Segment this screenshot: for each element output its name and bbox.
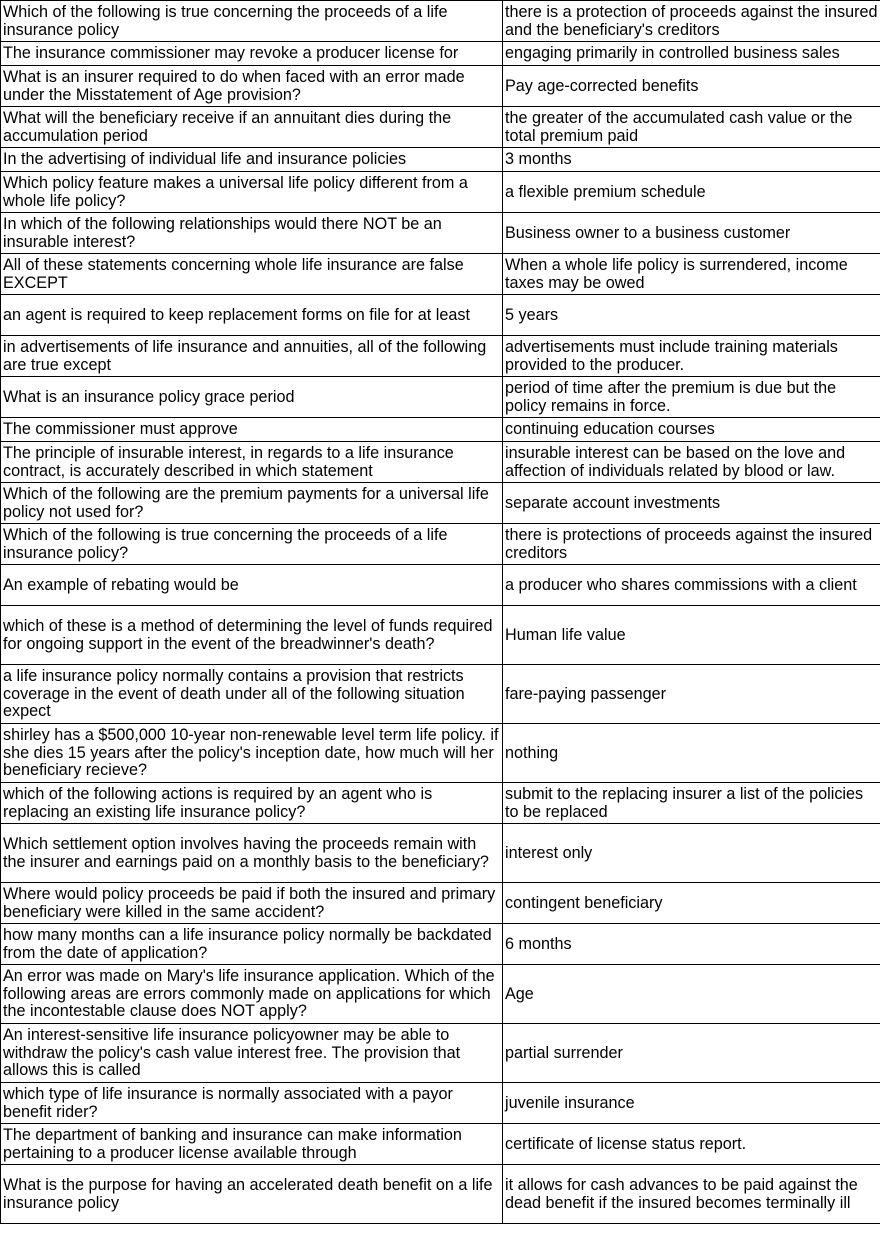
table-row [1, 42, 880, 66]
answer-cell: it allows for cash advances to be paid against the dead benefit if the insured becomes terminally ill [503, 1165, 880, 1224]
question-cell: how many months can a life insurance policy normally be backdated from the date of application? [1, 924, 503, 965]
table-row [1, 172, 880, 213]
question-cell: Which policy feature makes a universal life policy different from a whole life policy? [1, 172, 503, 213]
answer-cell: engaging primarily in controlled business sales [503, 42, 880, 66]
question-cell: Which of the following is true concerning the proceeds of a life insurance policy? [1, 524, 503, 565]
table-row [1, 1083, 880, 1124]
table-row [1, 1124, 880, 1165]
question-cell: The commissioner must approve [1, 418, 503, 442]
table-row [1, 724, 880, 783]
question-cell: The insurance commissioner may revoke a producer license for [1, 42, 503, 66]
answer-cell: When a whole life policy is surrendered, income taxes may be owed [503, 254, 880, 295]
answer-cell: advertisements must include training materials provided to the producer. [503, 336, 880, 377]
table-row [1, 824, 880, 883]
table-row [1, 442, 880, 483]
flashcard-table-body [1, 1, 880, 1224]
answer-cell: period of time after the premium is due but the policy remains in force. [503, 377, 880, 418]
answer-cell: nothing [503, 724, 880, 783]
answer-cell: Human life value [503, 606, 880, 665]
question-cell: a life insurance policy normally contains a provision that restricts coverage in the event of death under all of the following situation expect [1, 665, 503, 724]
answer-cell: 5 years [503, 295, 880, 336]
table-row [1, 377, 880, 418]
question-cell: What will the beneficiary receive if an annuitant dies during the accumulation period [1, 107, 503, 148]
table-row [1, 606, 880, 665]
question-cell: an agent is required to keep replacement forms on file for at least [1, 295, 503, 336]
question-cell: Where would policy proceeds be paid if both the insured and primary beneficiary were killed in the same accident? [1, 883, 503, 924]
question-cell: What is the purpose for having an accelerated death benefit on a life insurance policy [1, 1165, 503, 1224]
table-row [1, 336, 880, 377]
question-cell: The principle of insurable interest, in regards to a life insurance contract, is accurately described in which statement [1, 442, 503, 483]
table-row [1, 295, 880, 336]
answer-cell: juvenile insurance [503, 1083, 880, 1124]
question-cell: in advertisements of life insurance and annuities, all of the following are true except [1, 336, 503, 377]
answer-cell: there is a protection of proceeds against the insured and the beneficiary's creditors [503, 1, 880, 42]
table-row [1, 883, 880, 924]
question-cell: The department of banking and insurance can make information pertaining to a producer license available through [1, 1124, 503, 1165]
question-cell: What is an insurer required to do when faced with an error made under the Misstatement of Age provision? [1, 66, 503, 107]
question-cell: All of these statements concerning whole life insurance are false EXCEPT [1, 254, 503, 295]
answer-cell: 3 months [503, 148, 880, 172]
question-cell: which of the following actions is required by an agent who is replacing an existing life insurance policy? [1, 783, 503, 824]
question-cell: In which of the following relationships would there NOT be an insurable interest? [1, 213, 503, 254]
answer-cell: fare-paying passenger [503, 665, 880, 724]
table-row [1, 418, 880, 442]
table-row [1, 1024, 880, 1083]
answer-cell: Age [503, 965, 880, 1024]
question-cell: An error was made on Mary's life insurance application. Which of the following areas are errors commonly made on applications for which the incontestable clause does NOT apply? [1, 965, 503, 1024]
table-row [1, 665, 880, 724]
answer-cell: interest only [503, 824, 880, 883]
question-cell: Which of the following are the premium payments for a universal life policy not used for? [1, 483, 503, 524]
table-row [1, 148, 880, 172]
table-row [1, 483, 880, 524]
answer-cell: certificate of license status report. [503, 1124, 880, 1165]
question-cell: An interest-sensitive life insurance policyowner may be able to withdraw the policy's cash value interest free. The provision that allows this is called [1, 1024, 503, 1083]
question-cell: What is an insurance policy grace period [1, 377, 503, 418]
question-cell: which of these is a method of determining the level of funds required for ongoing support in the event of the breadwinner's death? [1, 606, 503, 665]
table-row [1, 254, 880, 295]
table-row [1, 107, 880, 148]
table-row [1, 924, 880, 965]
answer-cell: separate account investments [503, 483, 880, 524]
table-row [1, 66, 880, 107]
question-cell: shirley has a $500,000 10-year non-renewable level term life policy. if she dies 15 years after the policy's inception date, how much will her beneficiary recieve? [1, 724, 503, 783]
question-cell: Which settlement option involves having the proceeds remain with the insurer and earnings paid on a monthly basis to the beneficiary? [1, 824, 503, 883]
question-cell: which type of life insurance is normally associated with a payor benefit rider? [1, 1083, 503, 1124]
table-row [1, 965, 880, 1024]
answer-cell: a producer who shares commissions with a client [503, 565, 880, 606]
answer-cell: 6 months [503, 924, 880, 965]
answer-cell: submit to the replacing insurer a list of the policies to be replaced [503, 783, 880, 824]
table-row [1, 1, 880, 42]
answer-cell: Business owner to a business customer [503, 213, 880, 254]
table-row [1, 783, 880, 824]
question-cell: Which of the following is true concerning the proceeds of a life insurance policy [1, 1, 503, 42]
answer-cell: a flexible premium schedule [503, 172, 880, 213]
answer-cell: partial surrender [503, 1024, 880, 1083]
answer-cell: there is protections of proceeds against the insured creditors [503, 524, 880, 565]
question-cell: In the advertising of individual life and insurance policies [1, 148, 503, 172]
question-cell: An example of rebating would be [1, 565, 503, 606]
answer-cell: contingent beneficiary [503, 883, 880, 924]
answer-cell: insurable interest can be based on the love and affection of individuals related by blood or law. [503, 442, 880, 483]
table-row [1, 524, 880, 565]
table-row [1, 213, 880, 254]
answer-cell: Pay age-corrected benefits [503, 66, 880, 107]
table-row [1, 1165, 880, 1224]
answer-cell: continuing education courses [503, 418, 880, 442]
answer-cell: the greater of the accumulated cash value or the total premium paid [503, 107, 880, 148]
table-row [1, 565, 880, 606]
